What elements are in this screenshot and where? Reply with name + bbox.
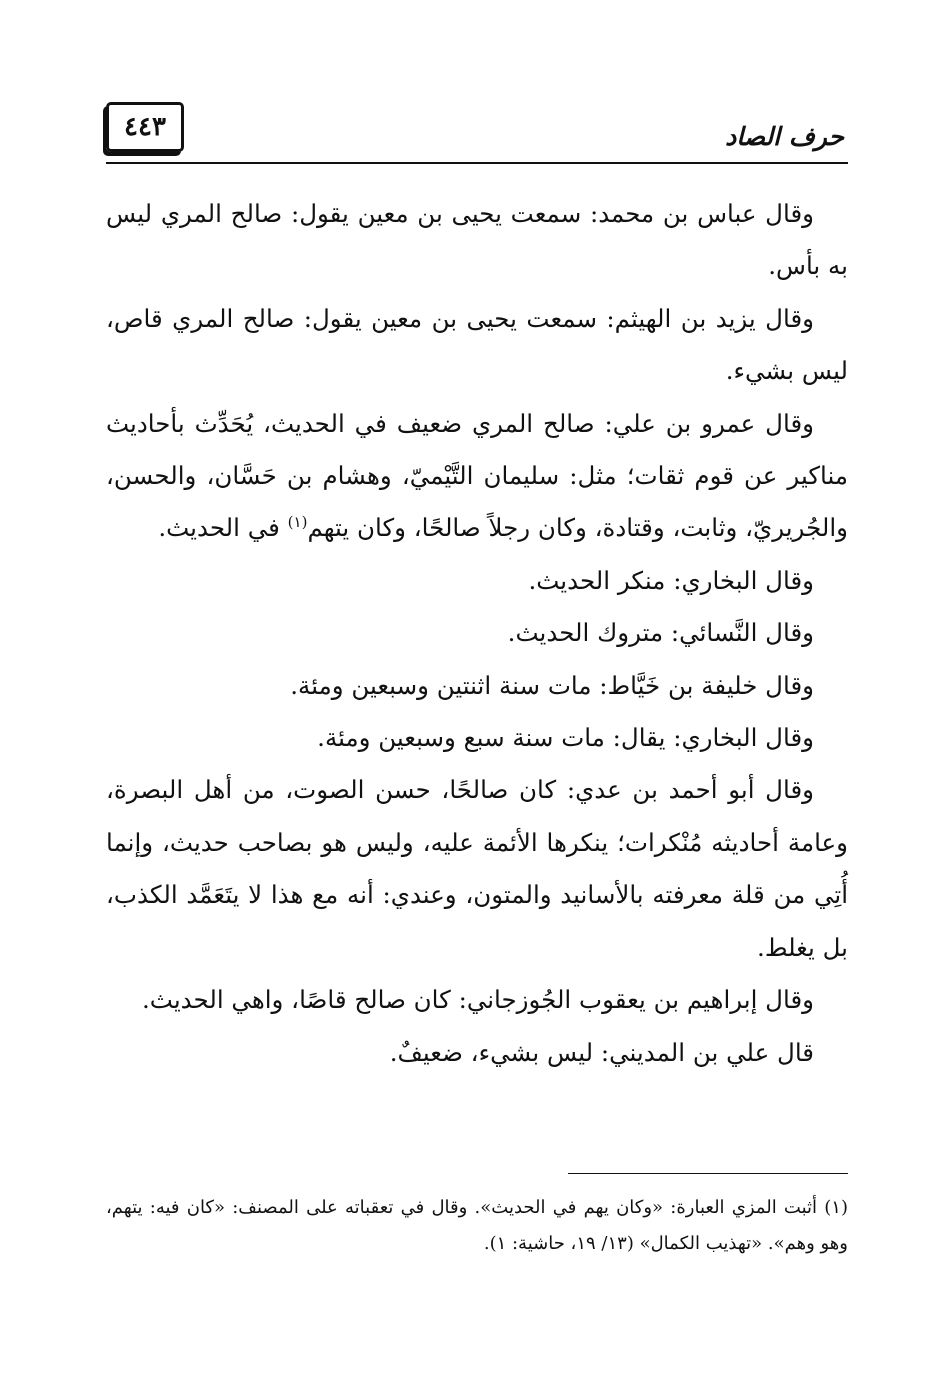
paragraph-amr-tail: في الحديث. — [158, 513, 288, 543]
footnote-rule — [568, 1173, 848, 1174]
paragraph-khalifa: وقال خليفة بن خَيَّاط: مات سنة اثنتين وسبعين ومئة. — [290, 670, 814, 700]
paragraph-bukhari-2: وقال البخاري: يقال: مات سنة سبع وسبعين ومئة. — [317, 723, 814, 753]
paragraph-juzjani: وقال إبراهيم بن يعقوب الجُوزجاني: كان صالح قاصًا، واهي الحديث. — [142, 985, 814, 1015]
footnote-reference: (١) — [287, 513, 308, 532]
paragraph-amr-text: وقال عمرو بن علي: صالح المري ضعيف في الحديث، يُحَدِّث بأحاديث مناكير عن قوم ثقات؛ مثل: سليمان التَّيْميّ، وهشام بن حَسَّان، والحسن، والجُريريّ، وثابت، وقتادة، وكان رجلاً صالحًا، وكان يتهم — [106, 408, 848, 543]
paragraph-yazid: وقال يزيد بن الهيثم: سمعت يحيى بن معين يقول: صالح المري قاص، ليس بشيء. — [106, 303, 848, 386]
main-text — [106, 188, 848, 1079]
paragraph-bukhari-1: وقال البخاري: منكر الحديث. — [528, 565, 814, 595]
paragraph-nasai: وقال النَّسائي: متروك الحديث. — [507, 618, 814, 648]
footnote: (١) أثبت المزي العبارة: «وكان يهم في الحديث». وقال في تعقباته على المصنف: «كان فيه: يتهم، وهو وهم». «تهذيب الكمال» (١٣/ ١٩، حاشية: ١). — [106, 1197, 848, 1254]
header-rule — [106, 162, 848, 164]
paragraph-amr — [106, 398, 848, 555]
page-header — [106, 102, 848, 162]
running-head: حرف الصاد — [725, 122, 844, 151]
page-number: ٤٤٣ — [106, 102, 184, 152]
paragraph-ibn-adi: وقال أبو أحمد بن عدي: كان صالحًا، حسن الصوت، من أهل البصرة، وعامة أحاديثه مُنْكرات؛ ينكرها الأئمة عليه، وليس هو بصاحب حديث، وإنما أُتِي من قلة معرفته بالأسانيد والمتون، وعندي: أنه مع هذا لا يتَعَمَّد الكذب، بل يغلط. — [106, 775, 848, 962]
paragraph-ibn-madini: قال علي بن المديني: ليس بشيء، ضعيفٌ. — [389, 1037, 814, 1067]
paragraph-abbas: وقال عباس بن محمد: سمعت يحيى بن معين يقول: صالح المري ليس به بأس. — [106, 199, 848, 281]
